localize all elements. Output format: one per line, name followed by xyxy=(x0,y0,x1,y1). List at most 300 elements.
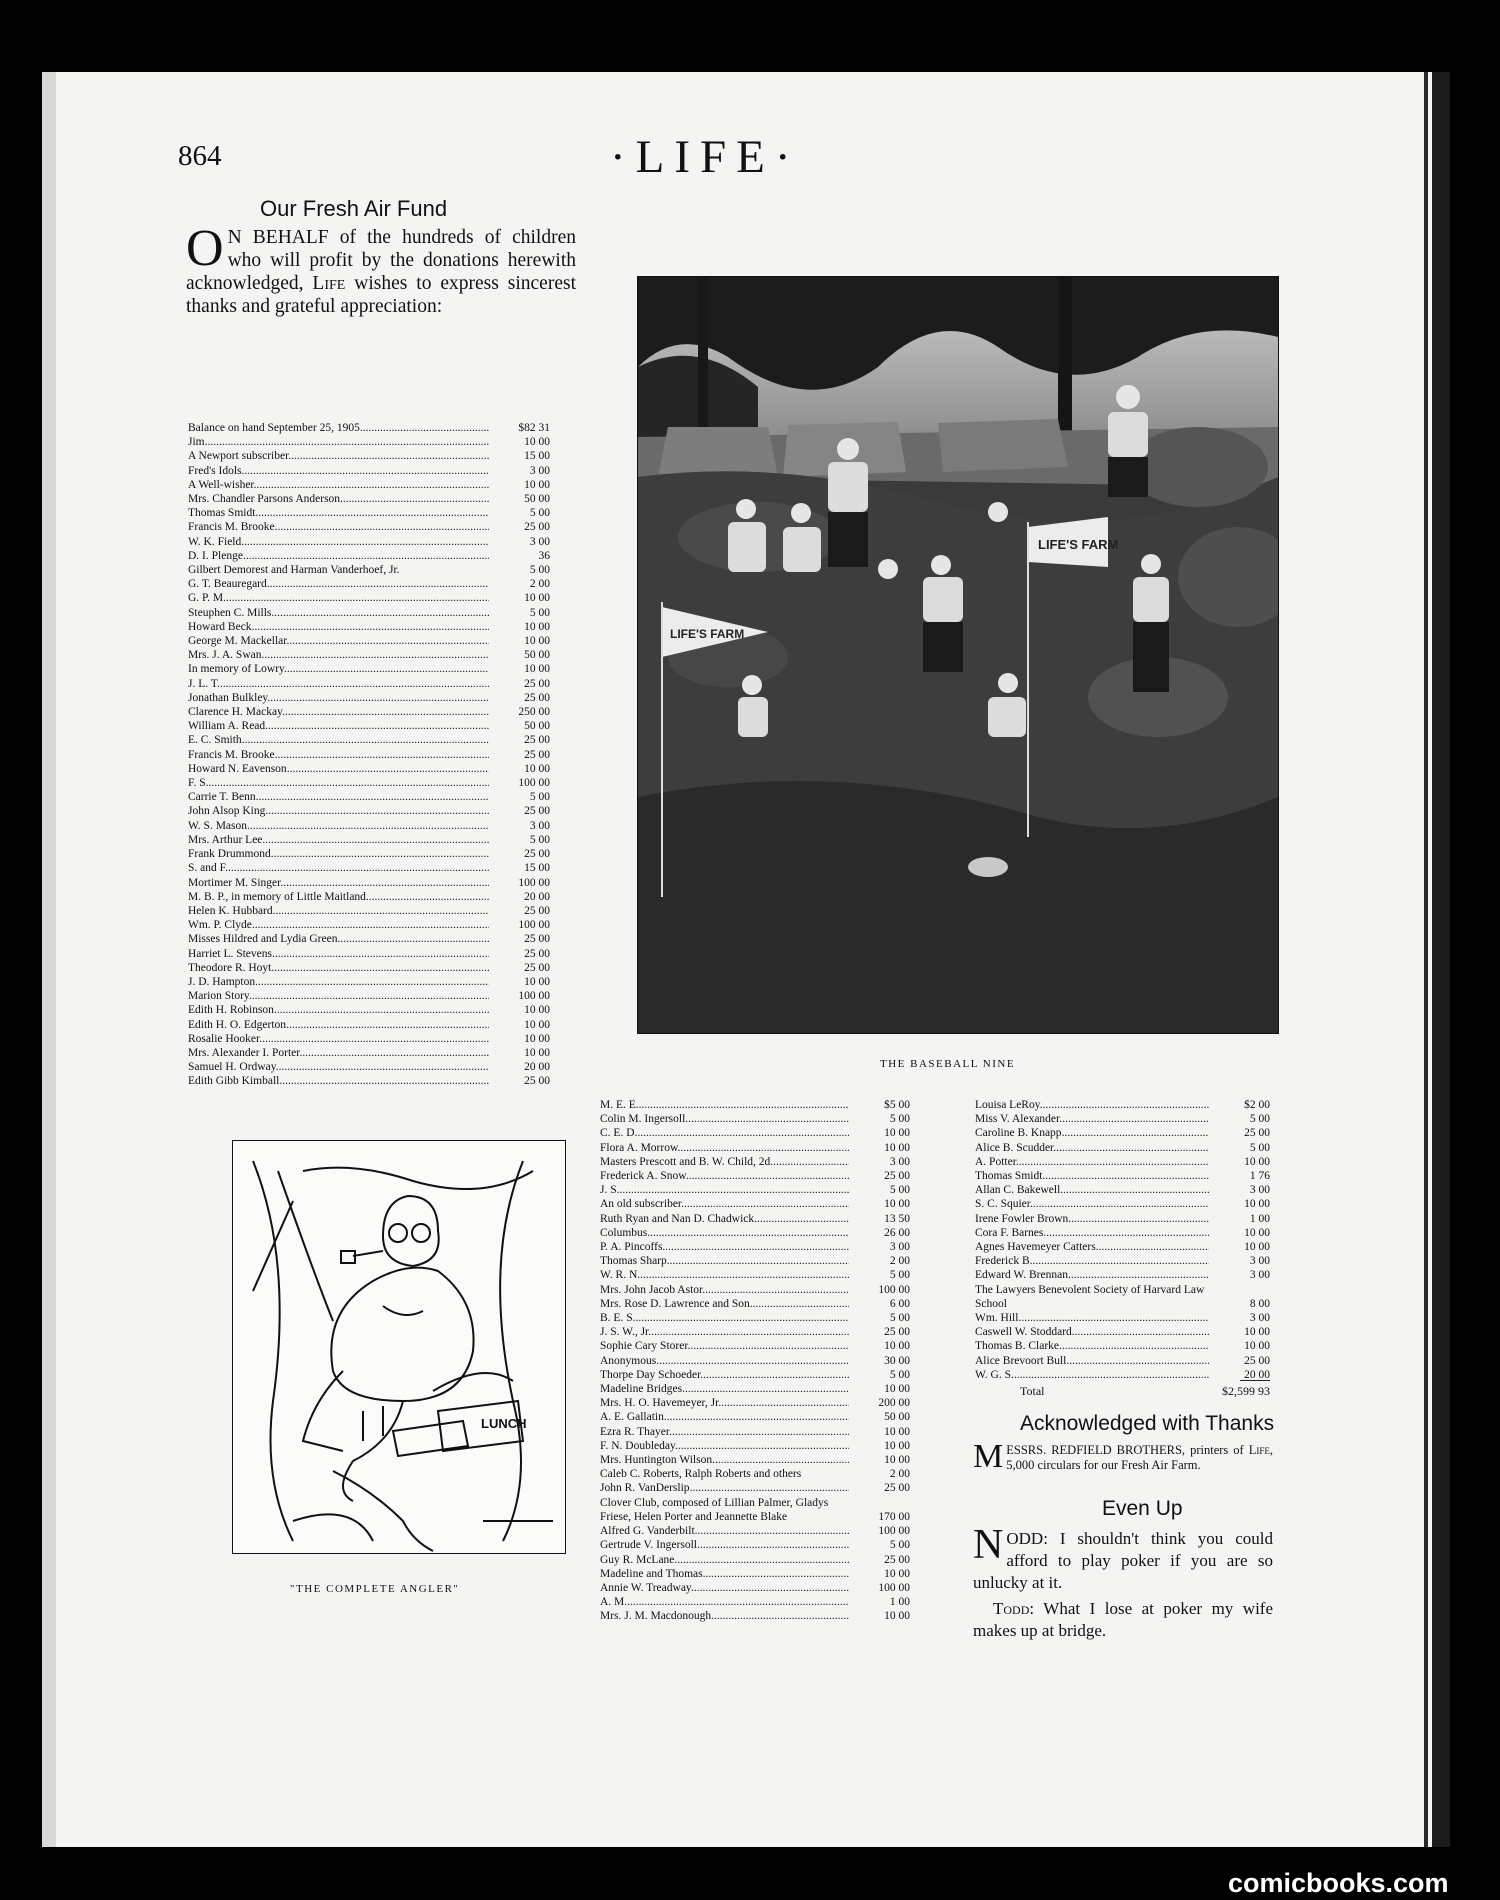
donor-name: Frederick B. ..... xyxy=(975,1254,1209,1268)
donation-row xyxy=(188,861,550,875)
donation-amount: 3 00 xyxy=(1249,1269,1270,1282)
donation-amount: 25 00 xyxy=(524,1075,550,1088)
donor-name: C. E. D. ..... xyxy=(600,1126,849,1140)
donor-name: Caswell W. Stoddard ..... xyxy=(975,1325,1209,1339)
donation-amount: 1 00 xyxy=(1249,1212,1270,1225)
donor-name: S. C. Squier ..... xyxy=(975,1197,1209,1211)
donor-name: G. T. Beauregard ..... xyxy=(188,577,489,591)
donor-name: Howard Beck ..... xyxy=(188,620,489,634)
page-edge xyxy=(42,72,56,1847)
donor-name: Rosalie Hooker ..... xyxy=(188,1032,489,1046)
donation-row xyxy=(600,1141,910,1155)
donation-amount: 8 00 xyxy=(1249,1297,1270,1310)
donor-name: J. S. W., Jr. ..... xyxy=(600,1325,849,1339)
donation-amount: 25 00 xyxy=(1244,1127,1270,1140)
donor-name: Jim ..... xyxy=(188,435,489,449)
donor-name: Mrs. Arthur Lee ..... xyxy=(188,833,489,847)
donor-name: Miss V. Alexander ..... xyxy=(975,1112,1209,1126)
donation-row xyxy=(188,904,550,918)
donor-name: Irene Fowler Brown ..... xyxy=(975,1212,1209,1226)
donation-amount: 25 00 xyxy=(524,691,550,704)
donation-amount: 10 00 xyxy=(884,1439,910,1452)
donation-amount: 10 00 xyxy=(884,1567,910,1580)
donation-amount: 100 00 xyxy=(518,990,550,1003)
donor-name: A. M. ..... xyxy=(600,1595,849,1609)
donation-amount: 10 00 xyxy=(1244,1326,1270,1339)
photo-illustration xyxy=(638,277,1278,1033)
donation-row xyxy=(600,1339,910,1353)
donor-name: In memory of Lowry ..... xyxy=(188,662,489,676)
ack-text xyxy=(973,1438,1273,1475)
donation-amount: 100 00 xyxy=(518,919,550,932)
donor-name: Mrs. H. O. Havemeyer, Jr. ..... xyxy=(600,1396,849,1410)
donor-name: Helen K. Hubbard ..... xyxy=(188,904,489,918)
donation-row xyxy=(975,1254,1270,1268)
donor-name: John R. VanDerslip ..... xyxy=(600,1481,849,1495)
donation-row xyxy=(600,1453,910,1467)
donation-row xyxy=(600,1268,910,1282)
donor-name: Samuel H. Ordway ..... xyxy=(188,1060,489,1074)
donation-amount: 50 00 xyxy=(524,720,550,733)
donation-row xyxy=(188,989,550,1003)
donation-amount: 3 00 xyxy=(1249,1312,1270,1325)
donor-name: Colin M. Ingersoll ..... xyxy=(600,1112,849,1126)
donation-row xyxy=(188,776,550,790)
baseball-nine-photo xyxy=(637,276,1279,1034)
donation-row xyxy=(600,1410,910,1424)
donation-amount: 25 00 xyxy=(524,734,550,747)
donation-row xyxy=(975,1354,1270,1368)
donation-row xyxy=(188,492,550,506)
donation-amount: 25 00 xyxy=(884,1553,910,1566)
donation-list-right xyxy=(975,1098,1270,1382)
donor-name: John Alsop King ..... xyxy=(188,804,489,818)
donor-name: W. G. S. ..... xyxy=(975,1368,1209,1382)
donation-row xyxy=(600,1609,910,1623)
donation-amount: 10 00 xyxy=(884,1610,910,1623)
donation-row xyxy=(600,1240,910,1254)
donor-name: Ruth Ryan and Nan D. Chadwick ..... xyxy=(600,1212,849,1226)
donation-amount: 25 00 xyxy=(884,1482,910,1495)
donation-amount: 10 00 xyxy=(884,1340,910,1353)
donor-name: Mrs. Alexander I. Porter ..... xyxy=(188,1046,489,1060)
donation-row xyxy=(188,662,550,676)
donation-row xyxy=(600,1467,910,1481)
donation-amount: 15 00 xyxy=(524,450,550,463)
donation-list-middle xyxy=(600,1098,910,1624)
donation-amount: 10 00 xyxy=(884,1454,910,1467)
donation-amount: 20 00 xyxy=(524,1061,550,1074)
donor-name: J. S. ..... xyxy=(600,1183,849,1197)
donation-amount: 10 00 xyxy=(524,975,550,988)
masthead: ·LIFE· xyxy=(610,131,801,183)
donation-row xyxy=(188,520,550,534)
donor-name: A. Potter ..... xyxy=(975,1155,1209,1169)
donor-name: Harriet L. Stevens ..... xyxy=(188,947,489,961)
donor-name: W. K. Field ..... xyxy=(188,535,489,549)
donation-row xyxy=(600,1425,910,1439)
donation-row xyxy=(600,1553,910,1567)
donation-row xyxy=(600,1254,910,1268)
donation-row xyxy=(188,421,550,435)
donor-name: Madeline and Thomas ..... xyxy=(600,1567,849,1581)
donation-row xyxy=(975,1183,1270,1197)
donation-row xyxy=(975,1169,1270,1183)
donation-row xyxy=(188,748,550,762)
intro-text-tail: wishes to express sincerest thanks and grateful appreciation: xyxy=(186,273,576,317)
drop-cap: M xyxy=(973,1438,1004,1475)
donation-amount: 1 76 xyxy=(1249,1170,1270,1183)
donor-name: George M. Mackellar ..... xyxy=(188,634,489,648)
speaker-nodd: ODD xyxy=(1006,1529,1044,1548)
drop-cap: N xyxy=(973,1522,1004,1568)
donor-name: Frank Drummond ..... xyxy=(188,847,489,861)
donation-amount: 50 00 xyxy=(524,493,550,506)
ack-heading: Acknowledged with Thanks xyxy=(1020,1412,1275,1435)
donation-row xyxy=(975,1283,1270,1311)
donation-amount: 5 00 xyxy=(1249,1113,1270,1126)
page-number: 864 xyxy=(178,140,222,172)
donation-row xyxy=(600,1325,910,1339)
donation-amount: 25 00 xyxy=(524,677,550,690)
donation-row xyxy=(600,1169,910,1183)
donation-row xyxy=(975,1112,1270,1126)
donation-amount: 10 00 xyxy=(1244,1340,1270,1353)
donor-name: The Lawyers Benevolent Society of Harvard Law School xyxy=(975,1283,1205,1310)
donor-name: Howard N. Eavenson ..... xyxy=(188,762,489,776)
donation-row xyxy=(188,606,550,620)
donation-amount: 3 00 xyxy=(1249,1184,1270,1197)
donation-row xyxy=(188,790,550,804)
donation-row xyxy=(600,1183,910,1197)
donation-row xyxy=(975,1098,1270,1112)
donor-name: Steuphen C. Mills ..... xyxy=(188,606,489,620)
donor-name: Agnes Havemeyer Catters ..... xyxy=(975,1240,1209,1254)
donation-row xyxy=(188,847,550,861)
donor-name: W. S. Mason ..... xyxy=(188,819,489,833)
donation-row xyxy=(600,1098,910,1112)
donor-name: Annie W. Treadway ..... xyxy=(600,1581,849,1595)
donor-name: Mrs. J. A. Swan ..... xyxy=(188,648,489,662)
donation-amount: 20 00 xyxy=(1244,1368,1270,1381)
donation-amount: 5 00 xyxy=(889,1368,910,1381)
donation-row xyxy=(600,1396,910,1410)
drop-cap: O xyxy=(186,220,224,277)
donation-amount: 5 00 xyxy=(529,791,550,804)
donation-row xyxy=(188,1060,550,1074)
donor-name: F. S. ..... xyxy=(188,776,489,790)
donation-amount: 5 00 xyxy=(889,1184,910,1197)
donor-name: F. N. Doubleday ..... xyxy=(600,1439,849,1453)
donation-amount: 3 00 xyxy=(529,464,550,477)
donor-name: W. R. N. ..... xyxy=(600,1268,849,1282)
donation-row xyxy=(188,478,550,492)
donation-amount: 100 00 xyxy=(518,777,550,790)
donor-name: Alice Brevoort Bull ..... xyxy=(975,1354,1209,1368)
donor-name: Anonymous ..... xyxy=(600,1354,849,1368)
donor-name: Edith H. O. Edgerton ..... xyxy=(188,1018,489,1032)
donation-amount: 25 00 xyxy=(524,748,550,761)
donation-row xyxy=(600,1226,910,1240)
donation-row xyxy=(188,1003,550,1017)
donation-amount: 25 00 xyxy=(524,848,550,861)
donation-amount: 25 00 xyxy=(1244,1354,1270,1367)
donation-row xyxy=(188,563,550,577)
donor-name: Mrs. Rose D. Lawrence and Son ..... xyxy=(600,1297,849,1311)
donation-amount: 3 00 xyxy=(889,1155,910,1168)
photo-caption: THE BASEBALL NINE xyxy=(880,1058,1016,1070)
donor-name: Theodore R. Hoyt ..... xyxy=(188,961,489,975)
even-up-heading: Even Up xyxy=(1102,1497,1183,1520)
donation-amount: 10 00 xyxy=(524,1046,550,1059)
donor-name: Thorpe Day Schoeder ..... xyxy=(600,1368,849,1382)
donation-amount: 36 xyxy=(538,549,550,562)
donation-amount: $5 00 xyxy=(884,1099,910,1111)
donor-name: Mrs. John Jacob Astor ..... xyxy=(600,1283,849,1297)
donation-row xyxy=(600,1481,910,1495)
binding-gutter xyxy=(1432,72,1450,1847)
nodd-line: : I shouldn't think you could afford to play poker if you are so unlucky at it. xyxy=(973,1529,1273,1592)
donor-name: Caroline B. Knapp ..... xyxy=(975,1126,1209,1140)
donor-name: Madeline Bridges ..... xyxy=(600,1382,849,1396)
donation-row xyxy=(600,1212,910,1226)
donor-name: William A. Read ..... xyxy=(188,719,489,733)
total-label: Total xyxy=(1020,1384,1045,1398)
donation-row xyxy=(188,648,550,662)
total-amount: $2,599 93 xyxy=(1222,1384,1270,1398)
donation-row xyxy=(975,1339,1270,1353)
donor-name: Mrs. J. M. Macdonough ..... xyxy=(600,1609,849,1623)
donation-row xyxy=(188,577,550,591)
donor-name: Thomas Smidt ..... xyxy=(188,506,489,520)
donation-row xyxy=(188,1032,550,1046)
pennant-label-1: LIFE'S FARM xyxy=(1038,537,1119,552)
donation-amount: 2 00 xyxy=(529,578,550,591)
donation-row xyxy=(188,705,550,719)
donor-name: D. I. Plenge ..... xyxy=(188,549,489,563)
donation-amount: 5 00 xyxy=(889,1539,910,1552)
donor-name: M. E. E. ..... xyxy=(600,1098,849,1112)
donor-name: Carrie T. Benn ..... xyxy=(188,790,489,804)
donor-name: Flora A. Morrow ..... xyxy=(600,1141,849,1155)
donation-amount: 2 00 xyxy=(889,1468,910,1481)
donor-name: Clover Club, composed of Lillian Palmer, Gladys Friese, Helen Porter and Jeannette Blake xyxy=(600,1496,829,1523)
donor-name: Frederick A. Snow ..... xyxy=(600,1169,849,1183)
donation-amount: 10 00 xyxy=(524,592,550,605)
donation-amount: 10 00 xyxy=(884,1425,910,1438)
donation-row xyxy=(188,691,550,705)
donation-amount: 100 00 xyxy=(878,1581,910,1594)
donor-name: Mrs. Huntington Wilson ..... xyxy=(600,1453,849,1467)
donation-row xyxy=(188,1046,550,1060)
donation-amount: 5 00 xyxy=(529,564,550,577)
donation-amount: 170 00 xyxy=(878,1510,910,1523)
cartoon-illustration xyxy=(233,1141,565,1553)
donation-row xyxy=(600,1538,910,1552)
donor-name: A. E. Gallatin ..... xyxy=(600,1410,849,1424)
donation-row xyxy=(188,762,550,776)
donation-amount: 26 00 xyxy=(884,1226,910,1239)
donation-row xyxy=(600,1126,910,1140)
fund-heading: Our Fresh Air Fund xyxy=(260,196,448,221)
donation-amount: 10 00 xyxy=(524,1032,550,1045)
donation-row xyxy=(600,1496,910,1524)
donation-row xyxy=(975,1197,1270,1211)
donation-amount: 10 00 xyxy=(524,1018,550,1031)
donation-amount: 100 00 xyxy=(518,876,550,889)
donor-name: Louisa LeRoy ..... xyxy=(975,1098,1209,1112)
donor-name: Edith H. Robinson ..... xyxy=(188,1003,489,1017)
donation-amount: 5 00 xyxy=(529,833,550,846)
donor-name: Francis M. Brooke ..... xyxy=(188,748,489,762)
donation-row xyxy=(600,1297,910,1311)
donation-amount: 25 00 xyxy=(524,521,550,534)
donation-row xyxy=(188,975,550,989)
donation-row xyxy=(600,1354,910,1368)
donation-amount: 25 00 xyxy=(524,961,550,974)
donation-row xyxy=(975,1212,1270,1226)
donor-name: J. D. Hampton ..... xyxy=(188,975,489,989)
donation-amount: 25 00 xyxy=(524,904,550,917)
donation-list-left xyxy=(188,421,550,1089)
intro-text: N BEHALF of the hundreds of children who will profit by the donations herewith acknowledged, xyxy=(186,227,576,294)
donation-amount: 30 00 xyxy=(884,1354,910,1367)
donation-amount: 25 00 xyxy=(884,1170,910,1183)
even-up-paragraph-2 xyxy=(973,1598,1273,1642)
donation-amount: 10 00 xyxy=(524,762,550,775)
donation-row xyxy=(188,804,550,818)
donor-name: Alfred G. Vanderbilt ..... xyxy=(600,1524,849,1538)
donation-row xyxy=(975,1126,1270,1140)
donation-row xyxy=(188,1018,550,1032)
donation-amount: 25 00 xyxy=(524,933,550,946)
donation-amount: 10 00 xyxy=(1244,1241,1270,1254)
donation-amount: 25 00 xyxy=(524,805,550,818)
donation-amount: 100 00 xyxy=(878,1525,910,1538)
donation-amount: 6 00 xyxy=(889,1297,910,1310)
pennant-label-2: LIFE'S FARM xyxy=(670,627,745,641)
donation-amount: 3 00 xyxy=(529,535,550,548)
donation-amount: 25 00 xyxy=(884,1326,910,1339)
donation-amount: 50 00 xyxy=(884,1411,910,1424)
donation-amount: 10 00 xyxy=(524,478,550,491)
donation-amount: 5 00 xyxy=(889,1312,910,1325)
donation-row xyxy=(975,1325,1270,1339)
donor-name: B. E. S. ..... xyxy=(600,1311,849,1325)
donation-row xyxy=(188,435,550,449)
donation-amount: 10 00 xyxy=(524,663,550,676)
donor-name: Wm. Hill ..... xyxy=(975,1311,1209,1325)
donation-row xyxy=(600,1382,910,1396)
donation-row xyxy=(188,947,550,961)
donor-name: Thomas Smidt ..... xyxy=(975,1169,1209,1183)
donation-amount: 5 00 xyxy=(889,1113,910,1126)
donation-row xyxy=(188,591,550,605)
donation-amount: $82 31 xyxy=(518,422,550,434)
donation-row xyxy=(188,506,550,520)
binding-line xyxy=(1424,72,1428,1847)
todd-line: : What I lose at poker my wife makes up at bridge. xyxy=(973,1599,1273,1640)
donation-amount: 3 00 xyxy=(529,819,550,832)
donor-name: Masters Prescott and B. W. Child, 2d ..... xyxy=(600,1155,849,1169)
donor-name: E. C. Smith ..... xyxy=(188,733,489,747)
donation-amount: 10 00 xyxy=(1244,1198,1270,1211)
donor-name: Mrs. Chandler Parsons Anderson ..... xyxy=(188,492,489,506)
lunch-label: LUNCH xyxy=(481,1416,527,1431)
donation-row xyxy=(975,1155,1270,1169)
donor-name: Jonathan Bulkley ..... xyxy=(188,691,489,705)
donation-row xyxy=(188,876,550,890)
donor-name: M. B. P., in memory of Little Maitland ..... xyxy=(188,890,489,904)
donation-amount: 10 00 xyxy=(524,436,550,449)
donation-row xyxy=(188,932,550,946)
donation-amount: 10 00 xyxy=(1244,1155,1270,1168)
donor-name: A Newport subscriber ..... xyxy=(188,449,489,463)
donor-name: S. and F. ..... xyxy=(188,861,489,875)
donation-row xyxy=(600,1581,910,1595)
donation-amount: 5 00 xyxy=(529,507,550,520)
donation-row xyxy=(600,1155,910,1169)
cartoon-caption: "THE COMPLETE ANGLER" xyxy=(290,1583,460,1595)
life-name: Life xyxy=(1248,1443,1270,1457)
donation-row xyxy=(188,733,550,747)
donation-amount: 5 00 xyxy=(889,1269,910,1282)
donation-row xyxy=(188,961,550,975)
donation-amount: 2 00 xyxy=(889,1255,910,1268)
donation-row xyxy=(188,464,550,478)
donation-amount: 15 00 xyxy=(524,862,550,875)
total-row xyxy=(1020,1384,1270,1399)
donation-amount: 10 00 xyxy=(1244,1226,1270,1239)
donation-amount: 20 00 xyxy=(524,890,550,903)
donation-row xyxy=(975,1311,1270,1325)
donor-name: Balance on hand September 25, 1905 ..... xyxy=(188,421,489,435)
donor-name: An old subscriber ..... xyxy=(600,1197,849,1211)
donation-amount: 100 00 xyxy=(878,1283,910,1296)
donor-name: Sophie Cary Storer ..... xyxy=(600,1339,849,1353)
even-up-paragraph-1 xyxy=(973,1522,1273,1594)
donor-name: Mortimer M. Singer ..... xyxy=(188,876,489,890)
donor-name: Allan C. Bakewell ..... xyxy=(975,1183,1209,1197)
donor-name: Gilbert Demorest and Harman Vanderhoef, Jr. xyxy=(188,564,400,577)
donation-amount: 10 00 xyxy=(884,1141,910,1154)
donation-amount: 10 00 xyxy=(884,1127,910,1140)
donor-name: Misses Hildred and Lydia Green ..... xyxy=(188,932,489,946)
donor-name: Thomas Sharp ..... xyxy=(600,1254,849,1268)
life-name: Life xyxy=(312,273,346,294)
donation-row xyxy=(600,1439,910,1453)
donation-row xyxy=(188,819,550,833)
donation-row xyxy=(975,1141,1270,1155)
donor-name: Francis M. Brooke ..... xyxy=(188,520,489,534)
donation-amount: 10 00 xyxy=(884,1198,910,1211)
donation-amount: 50 00 xyxy=(524,649,550,662)
donor-name: P. A. Pincoffs ..... xyxy=(600,1240,849,1254)
ack-lead: ESSRS. REDFIELD BROTHERS, printers of xyxy=(1006,1443,1249,1457)
donation-row xyxy=(188,833,550,847)
donation-row xyxy=(188,918,550,932)
donation-row xyxy=(188,549,550,563)
ack-tail: , 5,000 circulars for our Fresh Air Farm. xyxy=(1006,1443,1273,1472)
donation-row xyxy=(600,1112,910,1126)
donation-amount: 5 00 xyxy=(529,606,550,619)
donation-row xyxy=(188,620,550,634)
donor-name: Caleb C. Roberts, Ralph Roberts and others xyxy=(600,1468,802,1481)
donor-name: Clarence H. Mackay ..... xyxy=(188,705,489,719)
donor-name: A Well-wisher ..... xyxy=(188,478,489,492)
donation-amount: 10 00 xyxy=(524,620,550,633)
donor-name: Wm. P. Clyde ..... xyxy=(188,918,489,932)
